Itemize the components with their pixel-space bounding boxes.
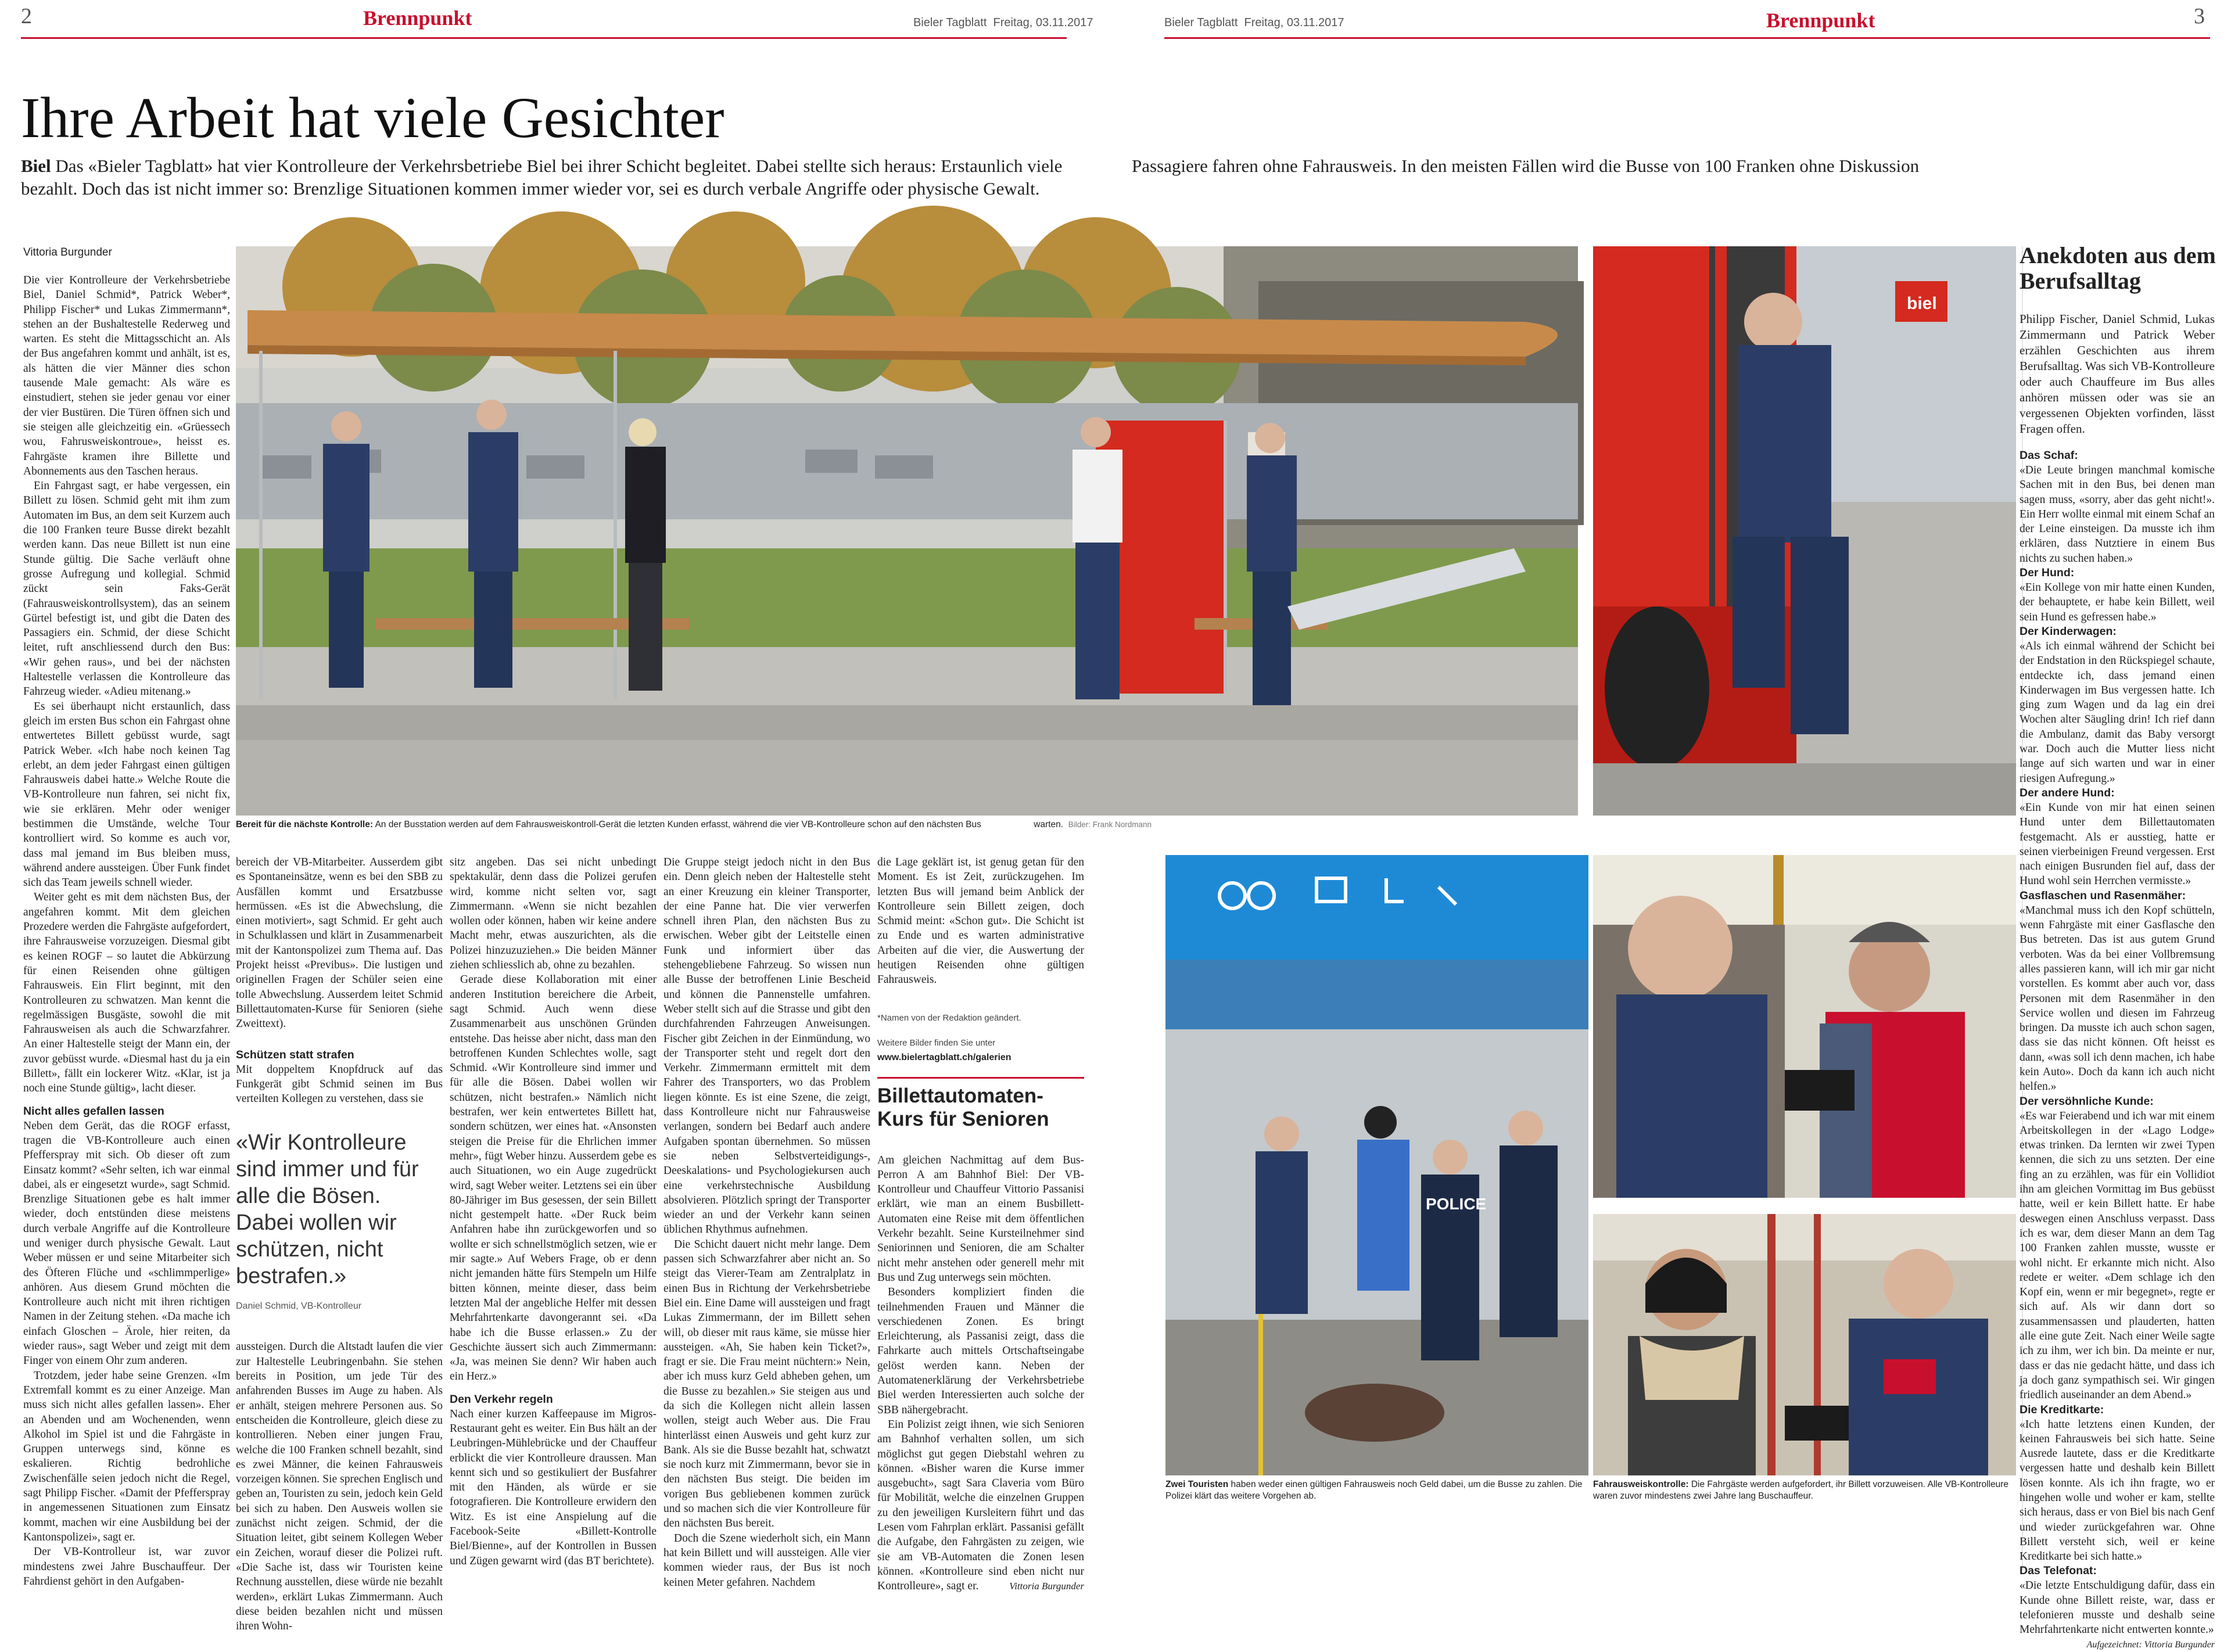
pull-quote-source: Daniel Schmid, VB-Kontrolleur — [236, 1301, 362, 1312]
box-author: Vittoria Burgunder — [1009, 1581, 1084, 1592]
sidebar-credit: Aufgezeichnet: Vittoria Burgunder — [2086, 1639, 2215, 1650]
anecdote-title: Das Schaf: — [2020, 449, 2078, 462]
sidebar-title: Anekdoten aus dem Berufsalltag — [2020, 242, 2216, 294]
section-title-right: Brennpunkt — [1766, 9, 1875, 32]
anecdote-title: Der Hund: — [2020, 566, 2075, 580]
header-rule-left — [21, 37, 1067, 39]
lead-dateline: Biel — [21, 156, 51, 176]
main-photo-caption: Bereit für die nächste Kontrolle: An der Busstation werden auf dem Fahrausweiskontroll-Gerät die letzten Kunden erfasst, während die vier VB-Kontrolleure schon auf den nächsten Bus warten. Bilder: Frank Nordmann — [236, 820, 1152, 829]
box-title: Billettautomaten-Kurs für Senioren — [877, 1084, 1049, 1130]
column-5: die Lage geklärt ist, ist genug getan für den Moment. Es ist Zeit, zurückzugehen. Im letzten Bus will jemand beim Anblick der Kontrolleure sein Billett zeigen, doch Schmid meint: «Schon gut». Die Schicht ist zu Ende und es warten administrative Arbeiten auf die vier, die Auswertung der heutigen Reisenden ohne gültigen Fahrausweis. *Namen von der Redaktion geändert. Weitere Bilder finden Sie unter www.bielertagblatt.ch/galerien Billettautomaten-Kurs für Senioren Am gleichen Nachmittag auf dem Bus-Perron A am Bahnhof Biel: Der VB-Kontrolleur und Chauffeur Vittorio Passanisi erklärt, wie man an einem Busbillett-Automaten eine Reise mit dem öffentlichen Verkehr bezahlt. Seine Kursteilnehmer sind Seniorinnen und Senioren, die am Schalter nicht mehr anstehen oder generell mehr mit Bus und Zug unterwegs sein möchten. Besonders kompliziert finden die teilnehmenden Frauen und Männer die verschiedenen Zonen. Es bringt Erleichterung, als Passanisi zeigt, dass die Fahrkarte auch mittels Ortschaftseingabe gelöst werden kann. Neben der Automatenerklärung der Verkehrsbetriebe Biel werden Interessierten auch solche der SBB nähergebracht. Ein Polizist zeigt ihnen, wie sich Senioren am Bahnhof verhalten sollen, um sich möglichst gut gegen Diebstahl wehren zu können. «Bisher waren die Kurse immer ausgebucht», sagt Sara Claveria vom Büro für Mobilität, welche die einzelnen Gruppen zu den jeweiligen Kursleitern führt und das Lesen vom Fahrplan erklärt. Passanisi gefällt die Aufgabe, den Fahrgästen zu zeigen, wie sie am VB-Automaten die Zonen lesen können. «Kontrolleure sind eben nicht nur Kontrolleure», sagt er. Vittoria Burgunder — [877, 855, 1084, 1575]
ticket-check-photo-2 — [1593, 1214, 2016, 1475]
box-divider — [877, 1077, 1084, 1079]
anecdote-title: Die Kreditkarte: — [2020, 1403, 2104, 1416]
subhead-1: Nicht alles gefallen lassen — [23, 1104, 164, 1118]
anecdote-title: Das Telefonat: — [2020, 1564, 2097, 1578]
folio-left: 2 — [21, 4, 32, 28]
ticket-check-photo-1 — [1593, 855, 2016, 1198]
lead-right: Passagiere fahren ohne Fahrausweis. In den meisten Fällen wird die Busse von 100 Franken ohne Diskussion — [1132, 156, 1920, 176]
police-vest-label: POLICE — [1426, 1195, 1487, 1213]
gallery-link[interactable]: www.bielertagblatt.ch/galerien — [877, 1053, 1012, 1063]
anecdote-title: Der versöhnliche Kunde: — [2020, 1094, 2154, 1108]
pull-quote: «Wir Kontrolleure sind immer und für alle die Bösen. Dabei wollen wir schützen, nicht bestrafen.» — [236, 1130, 419, 1289]
column-3: sitz angeben. Das sei nicht unbedingt spektakulär, denn dass die Polizei gerufen wird, komme nicht selten vor, sagt Zimmermann. «Wenn sie nicht bezahlen wollen oder können, haben wir keine andere Macht mehr, etwas auszurichten, als die Polizei hinzuzuziehen.» Die beiden Männer ziehen schliesslich ab, ohne zu bezahlen. Gerade diese Kollaboration mit einer anderen Institution bereichere die Arbeit, sagt Schmid. Auch wenn diese Zusammenarbeit aus unschönen Gründen entstehe. Das heisse aber nicht, dass man den betroffenen Kunden Schlechtes wolle, sagt Schmid. «Wir Kontrolleure sind immer und für alle die Bösen. Dabei wollen wir schützen, nicht bestrafen.» Nämlich nicht bestrafen, wer kein entwertetes Billett hat, sondern schützen, wer eines hat. «Ansonsten steigen die Preise für die Ehrlichen immer mehr», fügt Weber hinzu. Ausserdem gebe es auch Situationen, wo ein Auge zugedrückt wird, sagt Weber weiter. Letztens sei ein über 80-Jähriger im Bus gesessen, der sein Billett nicht gestempelt hatte. «Der Ruck beim Anfahren habe ihn zurückgeworfen und so wollte er sich schnellstmöglich setzen, wie er mir sagte.» Auf Webers Frage, ob er denn nicht jemanden hätte fürs Stempeln um Hilfe bitten können, meinte dieser, dass beim letzten Mal der angebliche Helfer mit dessen Mehrfahrtenkarte davongerannt sei. «Da habe ich die Busse erlassen.» Zu der Geschichte äussert sich auch Zimmermann: «Ja, was meinen Sie denn? Wir haben auch ein Herz.» Den Verkehr regeln Nach einer kurzen Kaffeepause im Migros-Restaurant geht es weiter. Ein Bus hält an der Leubringen-Mühlebrücke und der Chauffeur erblickt die vier Kontrolleure draussen. Man kennt sich und so gestikuliert der Busfahrer mit den Händen, als würde er sie fotografieren. Die Kontrolleure erwidern den Witz. Es ist eine Anspielung auf die Facebook-Seite «Billett-Kontrolle Biel/Bienne», auf der Kontrollen in Bussen und Zügen gewarnt wird (das BT berichtete). — [450, 856, 657, 1567]
control-photo-caption: Fahrausweiskontrolle: Die Fahrgäste werden aufgefordert, ihr Billett vorzuweisen. Alle VB-Kontrolleure waren zuvor mindestens zwei Jahre lang Buschauffeur. — [1593, 1479, 2009, 1501]
photo-credit: Bilder: Frank Nordmann — [1068, 820, 1152, 829]
names-note: *Namen von der Redaktion geändert. — [877, 1012, 1021, 1023]
column-2: bereich der VB-Mitarbeiter. Ausserdem gibt es Spontaneinsätze, wenn es bei den SBB zu Ausfällen kommt und Ersatzbusse hermüssen. «Es ist die Abwechslung, die einen motiviert», sagt Schmid. Er geht auch in Schulklassen und klärt in Zusammenarbeit mit der Kantonspolizei zum Thema auf. Das Projekt heisst «Previbus». Die lustigen und originellen Fragen der Schüler seien eine tolle Abwechslung. Ausserdem leitet Schmid Billettautomaten-Kurse für Senioren (siehe Zweittext). Schützen statt strafen Mit doppeltem Knopfdruck auf das Funkgerät gibt Schmid seinen im Bus verteilten Kollegen zu verstehen, dass sie «Wir Kontrolleure sind immer und für alle die Bösen. Dabei wollen wir schützen, nicht bestrafen.» Daniel Schmid, VB-Kontrolleur aussteigen. Durch die Altstadt laufen die vier zur Haltestelle Leubringenbahn. Sie stehen bereits in Position, um jede Tür des anfahrenden Busses im Auge zu haben. Als er anhält, steigen mehrere Personen aus. So entscheiden die Kontrolleure, gleich diese zu kontrollieren. Neben einer jungen Frau, welche die 100 Franken schnell bezahlt, sind es zwei Männer, die keinen Fahrausweis vorzeigen können. Sie sprechen Englisch und geben an, Touristen zu sein, jedoch kein Geld bei sich zu haben. Den Ausweis wollen sie zunächst nicht zeigen. Schmid, der die Situation leitet, gibt seinem Kollegen Weber ein Zeichen, worauf dieser die Polizei ruft. «Die Sache ist, dass wir Touristen keine Rechnung ausstellen, diese würde nie bezahlt werden», erklärt Lukas Zimmermann. Auch diese beiden bezahlen nicht und müssen ihren Wohn- — [236, 856, 443, 1633]
folio-right: 3 — [2194, 4, 2205, 28]
police-photo — [1165, 855, 1588, 1475]
police-photo-caption: Zwei Touristen haben weder einen gültigen Fahrausweis noch Geld dabei, um die Busse zu zahlen. Die Polizei klärt das weitere Vorgehen ab. — [1165, 1479, 1583, 1501]
bus-stop-sign-label: biel — [1907, 294, 1937, 313]
subhead-2: Schützen statt strafen — [236, 1048, 354, 1061]
header-rule-right — [1164, 37, 2210, 39]
author-byline: Vittoria Burgunder — [23, 246, 112, 258]
headline: Ihre Arbeit hat viele Gesichter — [21, 85, 724, 150]
paper-name-left: Bieler Tagblatt Freitag, 03.11.2017 — [913, 16, 1093, 29]
anecdote-title: Gasflaschen und Rasenmäher: — [2020, 889, 2186, 902]
paper-name-right: Bieler Tagblatt Freitag, 03.11.2017 — [1164, 16, 1344, 29]
sidebar-intro: Philipp Fischer, Daniel Schmid, Lukas Zimmermann und Patrick Weber erzählen Geschichten aus ihrem Berufsalltag. Was sich VB-Kontrolleure oder auch Chauffeure im Bus alles anhören müssen oder was sie an vergessenen Objekten vorfinden, lässt Fragen offen. — [2020, 312, 2215, 436]
lead-left: Biel Das «Bieler Tagblatt» hat vier Kontrolleure der Verkehrsbetriebe Biel bei ihrer Schicht begleitet. Dabei stellte sich heraus: Erstaunlich viele bezahlt. Doch das ist nicht immer so: Brenzlige Situationen kommen immer wieder vor, sei es durch verbale Angriffe oder physische Gewalt. — [21, 156, 1063, 199]
bus-door-photo — [1593, 246, 2016, 816]
column-4: Die Gruppe steigt jedoch nicht in den Bus ein. Denn gleich neben der Haltestelle steht an einer Kreuzung ein kleiner Transporter, der eine Panne hat. Die vier verwerfen schnell ihren Plan, den nächsten Bus zu erwischen. Weber gibt der Leitstelle einen Funk und informiert über das stehengebliebene Fahrzeug. So wissen nun alle Busse der betroffenen Linie Bescheid und können die Pannenstelle umfahren. Weber stellt sich auf die Strasse und gibt den durchfahrenden Fahrzeugen Anweisungen. Fischer gibt Zeichen in der Einmündung, wo der Transporter steht und regelt dort den Verkehr. Zimmermann ermittelt mit dem Fahrer des Transporters, wo das Problem liegen könnte. Es ist eine Szene, die zeigt, dass Kontrolleure nicht nur Fahrausweise verlangen, sondern bei Bedarf auch andere Aufgaben spontan übernehmen. So müssen sie neben Selbstverteidigungs-, Deeskalations- und Psychologiekursen auch eine verkehrstechnische Ausbildung absolvieren. Plötzlich springt der Transporter wieder an und der Verkehr kann seinen üblichen Rhythmus aufnehmen. Die Schicht dauert nicht mehr lange. Dem passen sich Schwarzfahrer aber nicht an. So steigt das Vierer-Team am Zentralplatz in einen Bus in Richtung der Verkehrsbetriebe Biel ein. Eine Dame will aussteigen und fragt Lukas Zimmermann, der im Billett sehen will, ob dieser mit raus käme, sie müsse hier aussteigen. «Ah, Sie haben kein Ticket?», fragt er sie. Die Frau meint nüchtern:» Nein, aber ich muss kurz Geld abheben gehen, um die Busse zu bezahlen.» Sie steigen aus und da sich die Kollegen nicht allein lassen wollen, steigt auch Weber aus. Die Frau hinterlässt einen Ausweis und geht kurz zur Bank. Als sie die Busse bezahlt hat, schwatzt sie noch kurz mit Zimmermann, bevor sie in den nächsten Bus steigt. Die beiden im vorigen Bus gebliebenen kommen zurück und so machen sich die vier Kontrolleure für den nächsten Bus bereit. Doch die Szene wiederholt sich, ein Mann hat kein Billett und will aussteigen. Alle vier kommen wieder raus, der Bus ist noch keinen Meter gefahren. Nachdem — [663, 856, 870, 1589]
section-title-left: Brennpunkt — [363, 6, 472, 30]
sidebar-body: Philipp Fischer, Daniel Schmid, Lukas Zimmermann und Patrick Weber erzählen Geschichten aus ihrem Berufsalltag. Was sich VB-Kontrolleure oder auch Chauffeure im Bus alles anhören müssen oder was sie an vergessenen Objekten vorfinden, lässt Fragen offen. Das Schaf: «Die Leute bringen manchmal komische Sachen mit in den Bus, bei denen man sagen muss, «sorry, aber das geht nicht!». Ein Herr wollte einmal mit einem Schaf an der Leine einsteigen. Da musste ich ihm erklären, dass Nutztiere in einem Bus nichts zu suchen haben.» Der Hund: «Ein Kollege von mir hatte einen Kunden, der behauptete, er habe kein Billett, weil sein Hund es gefressen habe.» Der Kinderwagen: «Als ich einmal während der Schicht bei der Endstation in den Rückspiegel schaute, entdeckte ich, dass jemand einen Kinderwagen im Bus vergessen hatte. Ich ging zum Wagen und da lag ein drei Wochen alter Säugling drin! Ich rief dann die Ambulanz, damit das Baby versorgt war. Doch auch die Mutter liess nicht lange auf sich warten und war in einer riesigen Aufregung.» Der andere Hund: «Ein Kunde von mir hat einen seinen Hund unter dem Billettautomaten festgemacht. Als er ausstieg, hatte er seinen vierbeinigen Freund vergessen. Erst nach einigen Busrunden fiel auf, dass der Hund wohl sein Herrchen vermisste.» Gasflaschen und Rasenmäher: «Manchmal muss ich den Kopf schütteln, wenn Fahrgäste mit einer Gasflasche den Bus betreten. Das ist aus gutem Grund verboten. Was da bei einer Vollbremsung alles passieren kann, will ich mir gar nicht vorstellen. Es kommt aber auch vor, dass Personen mit dem Rasenmäher in den Service wollen und diesen im Fahrzeug bringen. Da musste ich auch schon sagen, dass sie das nicht können. Oft heisst es dann, «was soll ich denn machen, ich habe kein Auto». Doch da kann ich auch nicht helfen.» Der versöhnliche Kunde: «Es war Feierabend und ich war mit einem Arbeitskollegen in der «Lago Lodge» etwas trinken. Da lernten wir zwei Typen kennen, die sich zu uns setzten. Der eine fing an zu erzählen, was für ein Vollidiot ihn am gleichen Vormittag im Bus gebüsst hatte, weil er kein Billett hatte. Er habe deswegen einen Anschluss verpasst. Dass ich es war, dem dieser Mann an dem Tag 100 Franken zahlen musste, wusste er wohl nicht. Er erkannte mich nicht. Also redete er weiter. «Dem schlage ich den Kopf ein, wenn er mir begegnet», regte er sich auf. Als wir dann dort so zusammensassen und plauderten, hatten alle eine gute Zeit. Nach einer Weile sagte ich zu ihm, wer ich bin. Da meinte er nur, dass er das nie gedacht hätte, und dass ich ja doch ganz sympathisch sei. Wir gingen friedlich auseinander an dem Abend.» Die Kreditkarte: «Ich hatte letztens einen Kunden, der keinen Fahrausweis bei sich hatte. Seine Ausrede lautete, dass er die Kreditkarte vergessen hatte und deshalb kein Billett lösen konnte. Als ich ihn fragte, wo er hingehen wolle und woher er kam, stellte sich heraus, dass er von Biel bis nach Genf und wieder zurückgefahren war. Ohne Billett versteht sich, weil er keine Kreditkarte bei sich hatte.» Das Telefonat: «Die letzte Entschuldigung dafür, dass ein Kunde ohne Billett reiste, war, dass er telefonieren musste und deshalb seine Mehrfahrtenkarte nicht entwerten konnte.» Aufgezeichnet: Vittoria Burgunder — [2020, 311, 2215, 1578]
anecdote-title: Der Kinderwagen: — [2020, 624, 2117, 638]
anecdote-title: Der andere Hund: — [2020, 786, 2115, 799]
column-1: Die vier Kontrolleure der Verkehrsbetriebe Biel, Daniel Schmid*, Patrick Weber*, Philipp Fischer* und Lukas Zimmermann*, stehen an der Bushaltestelle Rederweg und warten. Es steht die Mittagsschicht an. Als der Bus angefahren kommt und anhält, ist es, als hätten die vier Männer dies schon tausende Male gemacht: Als wäre es einstudiert, stehen sie jeder genau vor einer der vier Bustüren. Die Türen öffnen sich und sie steigen alle gleichzeitig ein. «Grüessech wou, Fahrusweiskontroue», heisst es. Fahrgäste kramen ihre Billette und Abonnements aus den Taschen heraus. Ein Fahrgast sagt, er habe vergessen, ein Billett zu lösen. Schmid geht mit ihm zum Automaten im Bus, an dem seit Kurzem auch die 100 Franken teure Busse direkt bezahlt werden kann. Das neue Billett ist nun eine Stunde gültig. Die Sache verläuft ohne grosse Aufregung und kollegial. Schmid zückt sein Faks-Gerät (Fahrausweiskontrollsystem), das an seinem Gürtel befestigt ist, und gibt die Daten des Passagiers ein. Schmid, der diese Schicht leitet, ruft anschliessend durch den Bus: «Wir gehen raus», und bei der nächsten Haltestelle verlassen die Kontrolleure das Fahrzeug wieder. «Adieu mitenang.» Es sei überhaupt nicht erstaunlich, dass gleich im ersten Bus schon ein Fahrgast ohne entwertetes Billett gebüsst wurde, sagt Patrick Weber. «Ich habe noch keinen Tag erlebt, an dem jeder Fahrgast einen gültigen Fahrausweis dabei hatte.» Welche Route die VB-Kontrolleure nun fahren, sei nicht fix, wie sie erklären. Mehr oder weniger bestimmen die Umstände, welche Tour kontrolliert wird. So komme es auch vor, dass mal jemand im Bus bleiben muss, während andere aussteigen. Über Funk findet sich das Team jeweils schnell wieder. Weiter geht es mit dem nächsten Bus, der angefahren kommt. Mit dem gleichen Prozedere werden die Fahrgäste aufgefordert, ihre Fahrausweise vorzuzeigen. Diesmal gibt es keinen ROGF – so lautet die Abkürzung für einen Reisenden ohne gültigen Fahrausweis. Ein Flirt beginnt, mit den Kontrolleuren zu schwatzen. Man kennt die regelmässigen Busgäste, sowohl die mit Fahrausweisen als auch die Schwarzfahrer. An einer Haltestelle steigt der Mann ein, der zuvor gebüsst wurde. «Diesmal hast du ja ein Billett», fällt ein lockerer Witz. «Klar, ist ja noch eine Stunde gültig», lacht dieser. Nicht alles gefallen lassen Neben dem Gerät, das die ROGF erfasst, tragen die VB-Kontrolleure auch einen Pfefferspray mit sich. Ob dieser oft zum Einsatz kommt? «Sehr selten, ich war einmal dabei, als er eingesetzt wurde», sagt Schmid. Brenzlige Situationen gebe es halt immer wieder, doch entstünden diese meistens durch verbale Angriffe auf die Kontrolleure und weniger durch physische Gewalt. Laut Weber müssen er und seine Mitarbeiter sich des Öfteren Flüche und «schlimmperlige» anhören. Aus diesem Grund möchten die Kontrolleure auch nicht mit ihren richtigen Namen in der Zeitung stehen. «Da mache ich einfach Gloschen – Ärole, hier reiten, da wieder raus», sagt Weber und zeigt mit dem Finger von einem Ohr zum anderen. Trotzdem, jeder habe seine Grenzen. «Im Extremfall kommt es zu einer Anzeige. Man muss sich nicht alles gefallen lassen». Eher an Abenden und am Wochenenden, wenn Alkohol im Spiel ist und die Fahrgäste in Gruppen unterwegs sind, könne es eskalieren. Richtig bedrohliche Zwischenfälle seien jedoch nicht die Regel, sagt Philipp Fischer. «Damit der Pfefferspray in angemessenen Situationen zum Einsatz kommt, machen wir eine Ausbildung bei der Kantonspolizei», sagt er. Der VB-Kontrolleur ist, war zuvor mindestens zwei Jahre Buschauffeur. Der Fahrdienst gehört in den Aufgaben- — [23, 274, 230, 1588]
bus-stop-photo — [236, 246, 1578, 816]
subhead-3: Den Verkehr regeln — [450, 1392, 553, 1406]
more-photos-text: Weitere Bilder finden Sie unter — [877, 1037, 996, 1048]
